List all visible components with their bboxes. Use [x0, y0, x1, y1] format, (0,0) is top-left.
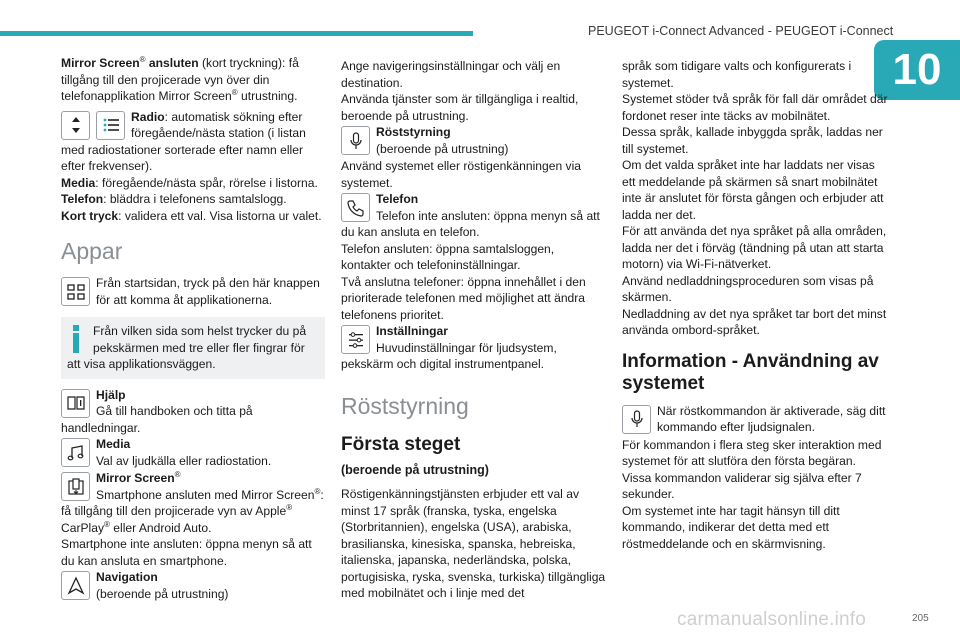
chapter-tab: 10 — [874, 40, 960, 100]
rost-item: Röststyrning (beroende på utrustning) — [341, 124, 606, 158]
tel-item: Telefon Telefon inte ansluten: öppna menyn så att du kan ansluta en telefon. — [341, 192, 600, 239]
info-p3: Vissa kommandon validerar sig själva efter 7 sekunder. — [622, 470, 862, 501]
lang-p6: Använd nedladdningsproceduren som visas på skärmen. — [622, 273, 874, 304]
lang-p5: För att använda det nya språket på alla områden, ladda ner det i förväg (tändning på utan att starta motorn) via Wi-Fi-nätverket. — [622, 224, 887, 271]
info-mic-item: När röstkommandon är aktiverade, säg ditt kommando efter ljudsignalen. — [622, 403, 888, 437]
tel-text3: Två anslutna telefoner: öppna innehållet i den prioriterade telefonen med möjlighet att ändra telefonens prioritet. — [341, 274, 586, 322]
settings-sliders-icon — [341, 325, 370, 354]
lang-p4: Om det valda språket inte har laddats ner visas ett meddelande på skärmen så snart mobilnätet inte är anslutet för första gången och erbjuder att ladda ner det. — [622, 158, 884, 222]
column-middle — [341, 58, 606, 602]
column-right — [622, 58, 888, 552]
nav-intro: Ange navigeringsinställningar och välj en destination. — [341, 59, 561, 90]
watermark: carmanualsonline.info — [677, 609, 867, 630]
media-line: Media: föregående/nästa spår, rörelse i listorna. — [61, 175, 318, 190]
phone-mirror-icon — [61, 472, 90, 501]
hjalp-item: Hjälp Gå till handboken och titta på handledningar. — [61, 387, 253, 435]
lang-p7: Nedladdning av det nya språket tar bort det minst använda ombord-språket. — [622, 306, 887, 337]
info-heading: Information - Användning av systemet — [622, 350, 879, 394]
book-icon — [61, 389, 90, 418]
page-number: 205 — [912, 613, 929, 624]
info-icon — [73, 325, 79, 353]
music-note-icon — [61, 438, 90, 467]
media-item: Media Val av ljudkälla eller radiostation. — [61, 436, 325, 470]
telefon-line: Telefon: bläddra i telefonens samtalslogg. — [61, 192, 287, 206]
header-title: PEUGEOT i-Connect Advanced - PEUGEOT i-Connect — [588, 24, 894, 38]
navigation-item: Navigation (beroende på utrustning) — [61, 569, 325, 603]
forsta-sub: (beroende på utrustning) — [341, 462, 489, 477]
rost-heading: Röststyrning — [341, 392, 469, 419]
microphone-icon — [622, 405, 651, 434]
header-accent-bar — [0, 31, 473, 36]
column-left — [61, 55, 325, 603]
microphone-icon — [341, 126, 370, 155]
info-note: Från vilken sida som helst trycker du på pekskärmen med tre eller fler fingrar för att visa applikationsväggen. — [61, 317, 325, 379]
appar-heading: Appar — [61, 238, 123, 264]
inst-item: Inställningar Huvudinställningar för ljudsystem, pekskärm och digital instrumentpanel. — [341, 324, 557, 371]
radio-item: Radio: automatisk sökning efter föregående/nästa station (i listan med radiostationer sorterade efter namn eller efter frekvenser). — [61, 109, 306, 173]
forsta-heading: Första steget — [341, 433, 461, 455]
info-p4: Om systemet inte har tagit hänsyn till ditt kommando, indikerar det detta med ett röstmeddelande och en skärmvisning. — [622, 503, 840, 551]
navigation-arrow-icon — [61, 571, 90, 600]
appar-item: Från startsidan, tryck på den här knappen för att komma åt applikationerna. — [61, 275, 325, 309]
tel-text2: Telefon ansluten: öppna samtalsloggen, kontakter och telefoninställningar. — [341, 241, 555, 272]
mirror-paragraph: Mirror Screen® ansluten (kort tryckning): få tillgång till den projicerade vyn över din telefonapplikation Mirror Screen® utrustning. — [61, 54, 299, 103]
apps-grid-icon — [61, 277, 90, 306]
nav-intro2: Använda tjänster som är tillgängliga i realtid, beroende på utrustning. — [341, 92, 579, 123]
lang-p2: Systemet stöder två språk för fall där området där fordonet reser inte täcks av mobilnätet. — [622, 92, 888, 123]
mirror-screen-item: Mirror Screen® Smartphone ansluten med Mirror Screen®: få tillgång till den projicerade vyn av Apple® CarPlay® eller Android Auto. Smartphone inte ansluten: öppna menyn så att du kan ansluta en smartphone. — [61, 469, 324, 568]
lang-p3: Dessa språk, kallade inbyggda språk, laddas ner till systemet. — [622, 125, 883, 156]
list-icon — [96, 111, 125, 140]
lang-p1: språk som tidigare valts och konfigurerats i systemet. — [622, 59, 852, 90]
info-p2: För kommandon i flera steg sker interaktion med systemet för att slutföra den första begäran. — [622, 437, 882, 468]
phone-handset-icon — [341, 193, 370, 222]
kort-line: Kort tryck: validera ett val. Visa listorna ur valet. — [61, 208, 322, 223]
up-down-arrows-icon — [61, 111, 90, 140]
forsta-text: Röstigenkänningstjänsten erbjuder ett val av minst 17 språk (franska, tyska, engelska (Storbritannien), engelska (USA), arabiska, brasilianska, kinesiska, spanska, hebreiska, italienska, japanska, nederländska, polska, portugisiska, ryska, svenska, turkiska) tillgängliga med mobilnätet och i linje med det — [341, 487, 606, 600]
rost-text: Använd systemet eller röstigenkänningen via systemet. — [341, 159, 581, 190]
